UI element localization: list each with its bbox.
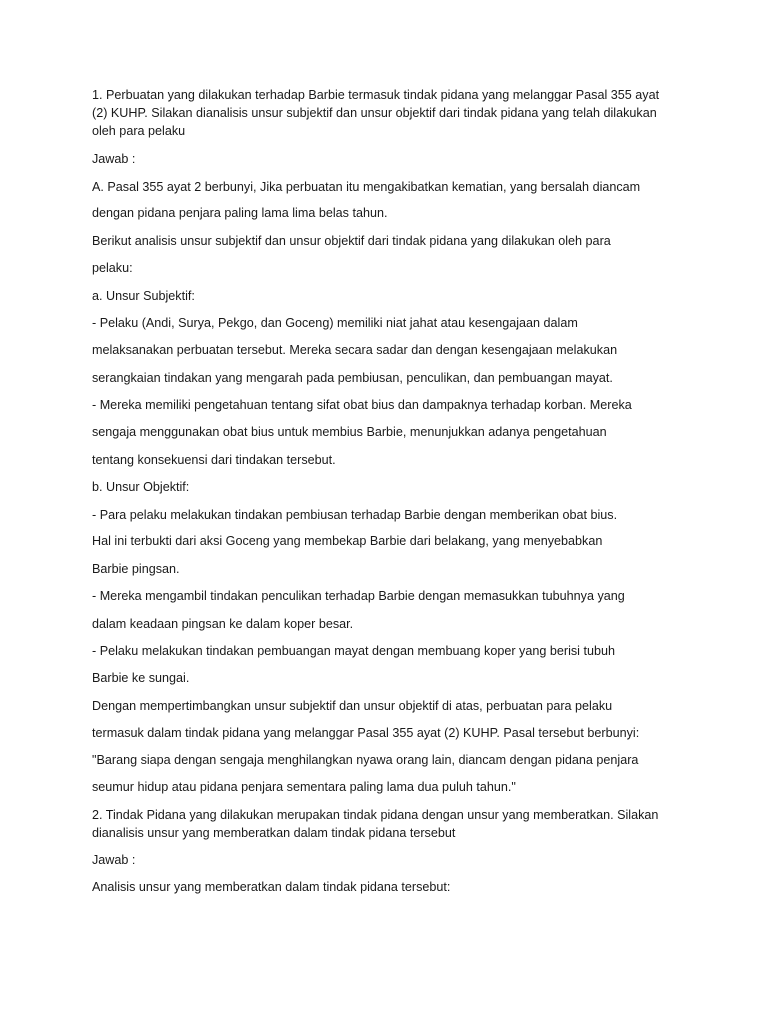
section-heading-objektif: b. Unsur Objektif: bbox=[92, 480, 190, 494]
question-1-line-3: oleh para pelaku bbox=[92, 124, 186, 138]
quotation-line: "Barang siapa dengan sengaja menghilangkan nyawa orang lain, diancam dengan pidana penjara bbox=[92, 753, 639, 767]
paragraph-line: pelaku: bbox=[92, 261, 133, 275]
paragraph-line: Barbie pingsan. bbox=[92, 562, 180, 576]
paragraph-line: - Pelaku (Andi, Surya, Pekgo, dan Goceng) memiliki niat jahat atau kesengajaan dalam bbox=[92, 316, 578, 330]
question-1-line-2: (2) KUHP. Silakan dianalisis unsur subjektif dan unsur objektif dari tindak pidana yang telah dilakukan bbox=[92, 106, 657, 120]
paragraph-line: termasuk dalam tindak pidana yang melanggar Pasal 355 ayat (2) KUHP. Pasal tersebut berbunyi: bbox=[92, 726, 640, 740]
paragraph-line: - Pelaku melakukan tindakan pembuangan mayat dengan membuang koper yang berisi tubuh bbox=[92, 644, 615, 658]
paragraph-line: dalam keadaan pingsan ke dalam koper besar. bbox=[92, 617, 354, 631]
section-heading-subjektif: a. Unsur Subjektif: bbox=[92, 289, 195, 303]
paragraph-line: - Para pelaku melakukan tindakan pembiusan terhadap Barbie dengan memberikan obat bius. bbox=[92, 508, 618, 522]
paragraph-line: Berikut analisis unsur subjektif dan unsur objektif dari tindak pidana yang dilakukan oleh para bbox=[92, 234, 611, 248]
question-1-line-1: 1. Perbuatan yang dilakukan terhadap Barbie termasuk tindak pidana yang melanggar Pasal 355 ayat bbox=[92, 88, 660, 102]
paragraph-line: sengaja menggunakan obat bius untuk membius Barbie, menunjukkan adanya pengetahuan bbox=[92, 425, 607, 439]
paragraph-line: Barbie ke sungai. bbox=[92, 671, 190, 685]
paragraph-line: Analisis unsur yang memberatkan dalam tindak pidana tersebut: bbox=[92, 880, 451, 894]
quotation-line: seumur hidup atau pidana penjara sementara paling lama dua puluh tahun." bbox=[92, 780, 516, 794]
paragraph-line: Dengan mempertimbangkan unsur subjektif dan unsur objektif di atas, perbuatan para pelaku bbox=[92, 699, 613, 713]
paragraph-line: melaksanakan perbuatan tersebut. Mereka secara sadar dan dengan kesengajaan melakukan bbox=[92, 343, 618, 357]
paragraph-line: - Mereka mengambil tindakan penculikan terhadap Barbie dengan memasukkan tubuhnya yang bbox=[92, 589, 625, 603]
paragraph-line: tentang konsekuensi dari tindakan tersebut. bbox=[92, 453, 336, 467]
answer-label-1: Jawab : bbox=[92, 152, 136, 166]
paragraph-line: - Mereka memiliki pengetahuan tentang sifat obat bius dan dampaknya terhadap korban. Mereka bbox=[92, 398, 632, 412]
question-2-line-2: dianalisis unsur yang memberatkan dalam tindak pidana tersebut bbox=[92, 826, 456, 840]
paragraph-line: Hal ini terbukti dari aksi Goceng yang membekap Barbie dari belakang, yang menyebabkan bbox=[92, 534, 603, 548]
paragraph-line: dengan pidana penjara paling lama lima belas tahun. bbox=[92, 206, 388, 220]
answer-label-2: Jawab : bbox=[92, 853, 136, 867]
paragraph-line: serangkaian tindakan yang mengarah pada pembiusan, penculikan, dan pembuangan mayat. bbox=[92, 371, 613, 385]
paragraph-line: A. Pasal 355 ayat 2 berbunyi, Jika perbuatan itu mengakibatkan kematian, yang bersalah diancam bbox=[92, 180, 641, 194]
question-2-line-1: 2. Tindak Pidana yang dilakukan merupakan tindak pidana dengan unsur yang memberatkan. Silakan bbox=[92, 808, 659, 822]
